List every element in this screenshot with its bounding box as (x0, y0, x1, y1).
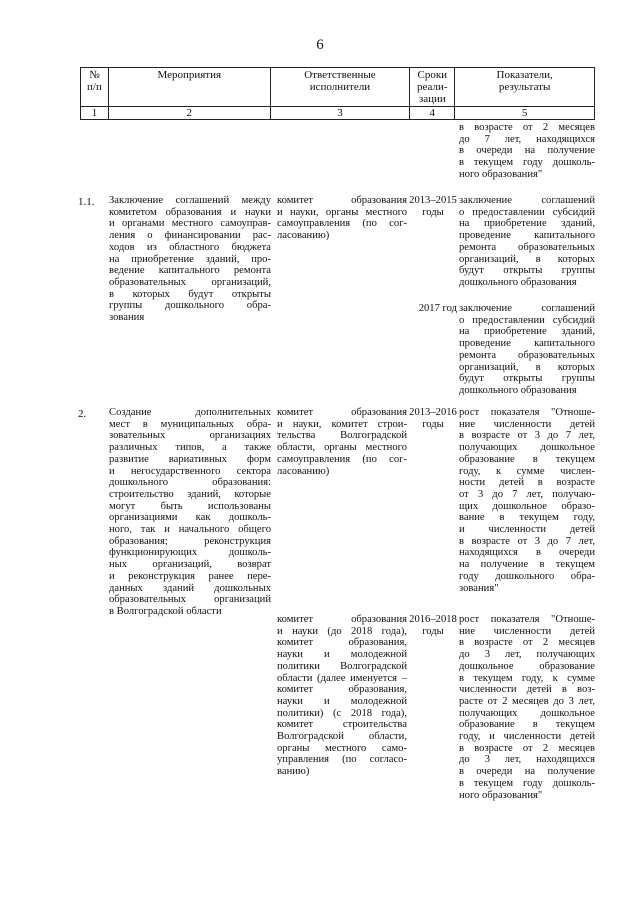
text-line: зования" (459, 582, 499, 594)
text-line: зования (109, 312, 145, 324)
text-line: будут открыты группы (459, 373, 595, 385)
text-line: в возрасте от 2 месяцев (459, 637, 595, 649)
text-line: проведение капитального (459, 230, 595, 242)
text-line: ного образования" (459, 789, 543, 801)
column-number-2: 2 (108, 107, 270, 120)
text-line: рост показателя "Отноше- (459, 407, 595, 418)
text-line: расте от 2 месяцев до 3 лет, (459, 695, 595, 707)
text-line: щих дошкольное образо- (459, 500, 595, 512)
text-line: ласованию) (277, 465, 330, 477)
text-line: вание в текущем году, (459, 512, 595, 524)
text-line: ние численности детей (459, 625, 595, 637)
text-line: строительство зданий, которые (109, 488, 271, 500)
text-line: до 7 лет, находящихся (459, 133, 595, 145)
text-line: комитет образования, (277, 684, 407, 696)
text-line: дошкольного образования (459, 276, 577, 288)
executors-text-2 (277, 614, 407, 778)
header-col-activities: Мероприятия (108, 68, 270, 107)
text-line: 2016–2018 (409, 614, 457, 625)
page-number: 6 (316, 37, 324, 53)
text-line: и науки (до 2018 года), (277, 625, 407, 637)
text-line: до 3 лет, находящихся (459, 754, 595, 766)
text-line: области (далее именуется – (277, 672, 407, 684)
text-line: проведение капитального (459, 338, 595, 350)
text-line: могут быть использованы (109, 500, 271, 512)
text-line: и реконструкция ранее пере- (109, 570, 271, 582)
text-line: в которых будут открыты (109, 288, 271, 300)
text-line: ремонта образовательных (459, 241, 595, 253)
text-line: рост показателя "Отноше- (459, 614, 595, 625)
text-line: 2013–2016 (409, 407, 457, 418)
text-line: тельства Волгоградской (277, 430, 407, 442)
text-line: году, к сумме числен- (459, 465, 595, 477)
text-line: и органами местного самоуправ- (109, 218, 271, 230)
text-line: комитет образования, (277, 637, 407, 649)
text-line: году, и численности детей (459, 731, 595, 743)
text-line: получающих дошкольное (459, 707, 595, 719)
text-line: году дошкольного обра- (459, 570, 595, 582)
text-line: и негосударственного сектора (109, 465, 271, 477)
result-text (459, 407, 595, 594)
header-col-results: Показатели, результаты (455, 68, 595, 107)
text-line: и науки, органы местного (277, 206, 407, 218)
text-line: в очереди на получение (459, 145, 595, 157)
text-line: и науки, комитет строи- (277, 418, 407, 430)
text-line: дошкольного образования (459, 384, 577, 396)
text-line: в Волгоградской области (109, 605, 222, 617)
text-line: образование в текущем (459, 719, 595, 731)
text-line: ласованию) (277, 230, 330, 242)
executors-text (277, 195, 407, 242)
text-line: на приобретение зданий, (459, 218, 595, 230)
row-number: 2. (78, 408, 87, 420)
text-line: ванию) (277, 766, 310, 778)
text-line: в возрасте от 2 месяцев (459, 122, 595, 133)
text-line: в текущем году дошколь- (459, 157, 595, 169)
period-text-2 (409, 614, 457, 637)
period-text (409, 195, 457, 218)
text-line: науки и молодежной (277, 695, 407, 707)
text-line: ние численности детей (459, 418, 595, 430)
text-line: ходов из областного бюджета (109, 241, 271, 253)
text-line: на приобретение зданий, (459, 326, 595, 338)
result-text-2 (459, 303, 595, 397)
text-line: и численности детей (459, 524, 595, 536)
text-line: до 3 лет, получающих (459, 649, 595, 661)
text-line: годы (422, 625, 444, 637)
continuation-result (459, 122, 595, 181)
text-line: комитет образования (277, 614, 407, 625)
activity-text (109, 195, 271, 324)
text-line: численности детей в воз- (459, 684, 595, 696)
text-line: ления о финансировании рас- (109, 230, 271, 242)
text-line: в возрасте от 3 до 7 лет, (459, 535, 595, 547)
text-line: годы (422, 418, 444, 430)
text-line: комитетом образования и науки (109, 206, 271, 218)
text-line: дошкольного образования: (109, 477, 271, 489)
text-line: организациями как дошколь- (109, 512, 271, 524)
header-col-number: № п/п (81, 68, 109, 107)
text-line: о предоставлении субсидий (459, 206, 595, 218)
text-line: ности детей в возрасте (459, 477, 595, 489)
text-line: группы дошкольного обра- (109, 300, 271, 312)
text-line: управления (по согласо- (277, 754, 407, 766)
text-line: о предоставлении субсидий (459, 314, 595, 326)
text-line: политики) (с 2018 года), (277, 707, 407, 719)
text-line: политики Волгоградской (277, 660, 407, 672)
text-line: ведение капитального ремонта (109, 265, 271, 277)
text-line: различных типов, а также (109, 442, 271, 454)
text-line: комитет образования (277, 407, 407, 418)
text-line: на приобретение зданий, про- (109, 253, 271, 265)
period-text-2 (409, 303, 457, 315)
text-line: в возрасте от 3 до 7 лет, (459, 430, 595, 442)
table-header (80, 67, 595, 120)
result-text (459, 195, 595, 289)
text-line: от 3 до 7 лет, получаю- (459, 488, 595, 500)
text-line: получающих дошкольное (459, 442, 595, 454)
text-line: будут открыты группы (459, 265, 595, 277)
column-number-1: 1 (81, 107, 109, 120)
text-line: в текущем году дошколь- (459, 777, 595, 789)
text-line: образовательных организаций, (109, 276, 271, 288)
activity-text (109, 407, 271, 618)
text-line: образования; реконструкция (109, 535, 271, 547)
text-line: ремонта образовательных (459, 349, 595, 361)
column-number-5: 5 (455, 107, 595, 120)
column-number-4: 4 (410, 107, 455, 120)
text-line: комитет образования (277, 195, 407, 206)
text-line: науки и молодежной (277, 649, 407, 661)
text-line: организаций, в которых (459, 253, 595, 265)
text-line: организаций, в которых (459, 361, 595, 373)
text-line: Волгоградской области, (277, 731, 407, 743)
text-line: находящихся в очереди (459, 547, 595, 559)
text-line: 2017 год (418, 303, 457, 314)
text-line: в текущем году, к сумме (459, 672, 595, 684)
text-line: мест в муниципальных обра- (109, 418, 271, 430)
header-col-executors: Ответственные исполнители (270, 68, 410, 107)
header-row (81, 68, 595, 107)
row-number: 1.1. (78, 196, 95, 208)
text-line: зовательных организациях (109, 430, 271, 442)
period-text (409, 407, 457, 430)
text-line: годы (422, 206, 444, 218)
text-line: в возрасте от 2 месяцев (459, 742, 595, 754)
text-line: области, органы местного (277, 442, 407, 454)
text-line: 2013–2015 (409, 195, 457, 206)
text-line: заключение соглашений (459, 303, 595, 314)
executors-text (277, 407, 407, 477)
result-text-2 (459, 614, 595, 801)
text-line: ного, так и начального общего (109, 524, 271, 536)
text-line: в очереди на получение (459, 766, 595, 778)
text-line: ного образования" (459, 168, 543, 180)
text-line: самоуправления (по сог- (277, 453, 407, 465)
text-line: образовательных организаций (109, 594, 271, 606)
text-line: данных зданий дошкольных (109, 582, 271, 594)
text-line: органы местного само- (277, 742, 407, 754)
header-col-period: Сроки реали- зации (410, 68, 455, 107)
text-line: заключение соглашений (459, 195, 595, 206)
text-line: дошкольное образование (459, 660, 595, 672)
text-line: ных организаций, возврат (109, 559, 271, 571)
text-line: комитет строительства (277, 719, 407, 731)
text-line: Создание дополнительных (109, 407, 271, 418)
text-line: образование в текущем (459, 453, 595, 465)
text-line: на получение в текущем (459, 559, 595, 571)
text-line: самоуправления (по сог- (277, 218, 407, 230)
text-line: Заключение соглашений между (109, 195, 271, 206)
column-number-3: 3 (270, 107, 410, 120)
text-line: развитие вариативных форм (109, 453, 271, 465)
column-numbers-row (81, 107, 595, 120)
text-line: функционирующих дошколь- (109, 547, 271, 559)
